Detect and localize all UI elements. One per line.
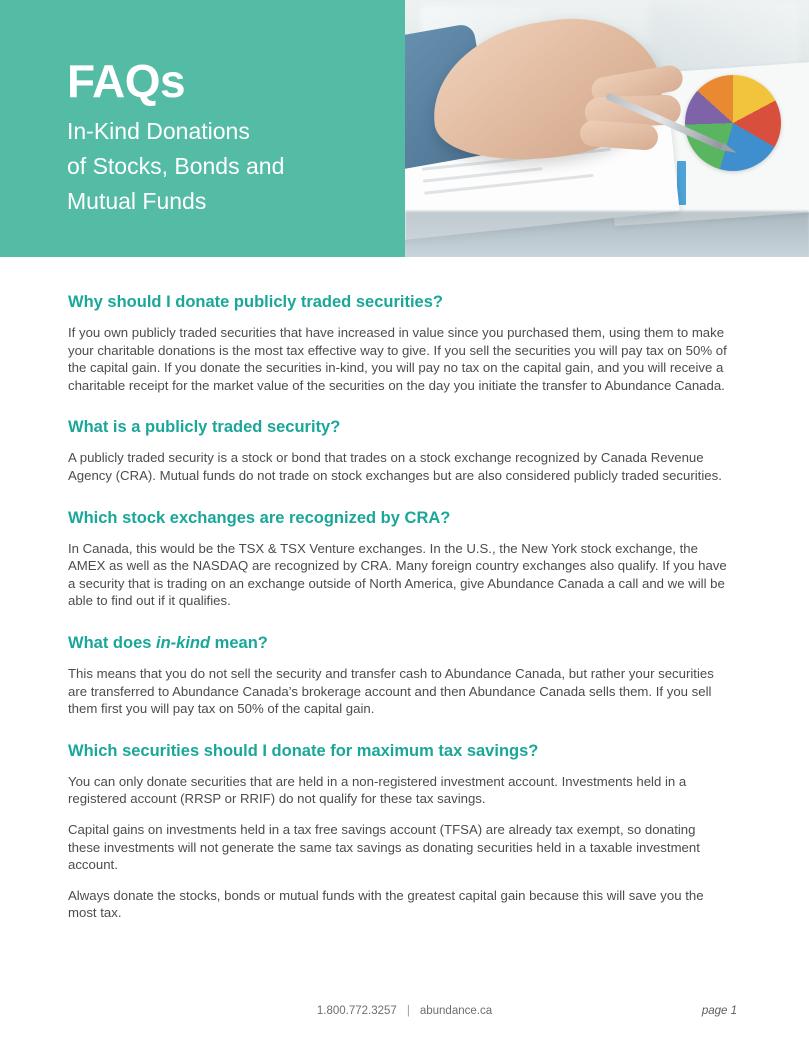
page-title: FAQs <box>67 55 186 107</box>
document-header <box>0 0 809 257</box>
header-photo <box>405 0 809 257</box>
page-subtitle-line-2: of Stocks, Bonds and <box>67 153 285 179</box>
faq-item <box>68 416 731 484</box>
header-title-block <box>0 0 405 257</box>
footer-phone: 1.800.772.3257 <box>316 1005 397 1017</box>
page-subtitle-line-3: Mutual Funds <box>67 188 207 214</box>
pie-chart-icon <box>685 75 781 171</box>
faq-question-part-before: What does <box>68 633 157 652</box>
faq-answer: Always donate the stocks, bonds or mutual funds with the greatest capital gain because this will save you the most tax. <box>68 887 704 921</box>
footer-separator: | <box>406 1005 410 1017</box>
faq-question: What is a publicly traded security? <box>68 418 341 437</box>
faq-answer: You can only donate securities that are held in a non-registered investment account. Investments held in a registered account (RRSP or RRIF) do not qualify for these tax savings. <box>68 773 687 807</box>
faq-question: Which securities should I donate for maximum tax savings? <box>68 741 539 760</box>
faq-item <box>68 740 731 922</box>
page-subtitle <box>67 114 365 219</box>
faq-answer: In Canada, this would be the TSX & TSX Venture exchanges. In the U.S., the New York stock exchange, the AMEX as well as the NASDAQ are recognized by CRA. Many foreign country exchanges also qualify. If you have a security that is trading on an exchange outside of North America, give Abundance Canada a call and we will be able to find out if it qualifies. <box>68 540 727 609</box>
faq-content <box>0 257 809 922</box>
photo-finger <box>579 120 659 151</box>
faq-question: Which stock exchanges are recognized by CRA? <box>68 508 451 527</box>
faq-item <box>68 507 731 610</box>
page-subtitle-line-1: In-Kind Donations <box>67 118 250 144</box>
footer-website[interactable]: abundance.ca <box>419 1005 493 1017</box>
faq-answer: This means that you do not sell the security and transfer cash to Abundance Canada, but rather your securities are transferred to Abundance Canada’s brokerage account and then Abundance Canada sells them. If you sell them first you will pay tax on 50% of the capital gain. <box>68 665 714 717</box>
faq-item <box>68 632 731 718</box>
photo-table-reflection <box>405 211 809 257</box>
faq-question-part-after: mean? <box>210 633 268 652</box>
faq-answer: Capital gains on investments held in a tax free savings account (TFSA) are already tax exempt, so donating these investments will not generate the same tax savings as donating securities held in a taxable investment account. <box>68 821 700 873</box>
faq-answer: A publicly traded security is a stock or bond that trades on a stock exchange recognized by Canada Revenue Agency (CRA). Mutual funds do not trade on stock exchanges but are also considered publicly traded securities. <box>68 450 722 483</box>
faq-question <box>68 632 731 654</box>
document-footer <box>0 1005 809 1017</box>
faq-question-part-italic: in-kind <box>156 633 211 652</box>
faq-item <box>68 291 731 394</box>
faq-question: Why should I donate publicly traded securities? <box>68 293 443 311</box>
page-number: page 1 <box>701 1005 737 1017</box>
faq-answer: If you own publicly traded securities that have increased in value since you purchased them, using them to make your charitable donations is the most tax effective way to give. If you sell the securities you will pay tax on 50% of the capital gain. If you donate the securities in-kind, you will pay no tax on the capital gain, and you will receive a charitable receipt for the market value of the securities on the day you initiate the transfer to Abundance Canada. <box>68 325 727 393</box>
footer-contact <box>0 1005 809 1017</box>
